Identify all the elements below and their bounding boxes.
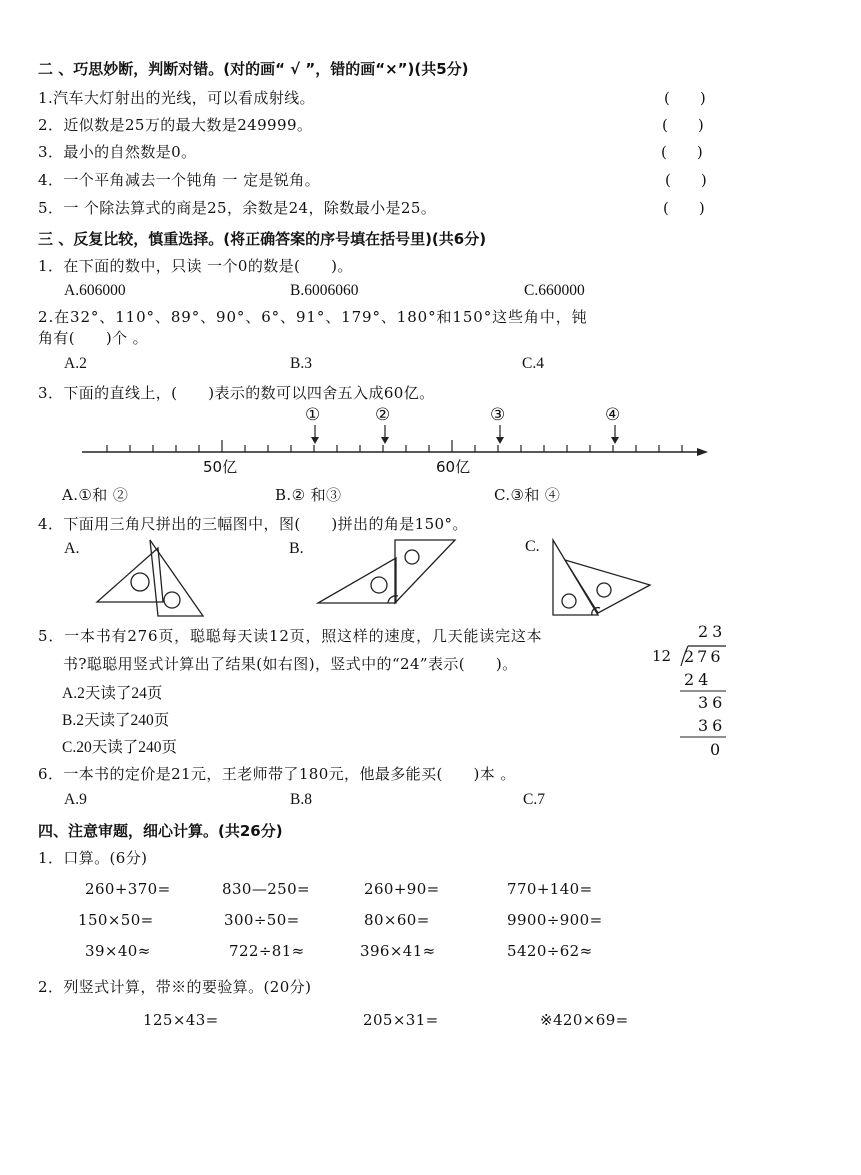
q6-option-b[interactable]: B.8 <box>290 791 312 808</box>
division-divisor: 12 <box>652 647 672 665</box>
marker-1 <box>311 425 319 444</box>
q1-option-a[interactable]: A.606000 <box>64 282 126 299</box>
division-step3: 36 <box>698 716 727 735</box>
oral-1-1[interactable]: 260+370= <box>85 880 171 898</box>
axis-arrowhead <box>697 448 708 456</box>
q3-option-b[interactable]: B.② 和③ <box>275 486 342 504</box>
q2-option-b[interactable]: B.3 <box>290 355 312 372</box>
section3-title: 三 、反复比较，慎重选择。(将正确答案的序号填在括号里)(共6分) <box>38 230 487 248</box>
section4-title: 四、注意审题，细心计算。(共26分) <box>38 822 283 840</box>
figure-c-triangles <box>553 540 650 615</box>
q5-option-b[interactable]: B.2天读了240页 <box>62 712 170 729</box>
q3-option-a[interactable]: A.①和 ② <box>62 486 129 504</box>
marker-2 <box>381 425 389 444</box>
axis-label-60: 60亿 <box>436 458 471 476</box>
oral-3-3[interactable]: 396×41≈ <box>360 942 436 960</box>
answer-paren-3[interactable]: ( ) <box>661 143 703 161</box>
q2-line2: 角有( )个 。 <box>38 329 149 347</box>
q2-option-c[interactable]: C.4 <box>522 355 544 372</box>
figure-a-triangles <box>97 540 203 616</box>
judge-item-2: 2．近似数是25万的最大数是249999。 <box>38 116 313 134</box>
oral-2-2[interactable]: 300÷50= <box>224 911 300 929</box>
oral-2-3[interactable]: 80×60= <box>364 911 430 929</box>
division-step2: 36 <box>698 693 727 712</box>
oral-1-4[interactable]: 770+140= <box>507 880 593 898</box>
q5-option-c[interactable]: C.20天读了240页 <box>62 739 177 756</box>
vertical-1[interactable]: 125×43= <box>143 1011 219 1029</box>
vertical-3[interactable]: ※420×69= <box>540 1011 629 1029</box>
q6-option-c[interactable]: C.7 <box>523 791 545 808</box>
q5-line2: 书?聪聪用竖式计算出了结果(如右图)，竖式中的“24”表示( )。 <box>63 655 518 673</box>
q6-text: 6．一本书的定价是21元，王老师带了180元，他最多能买( )本 。 <box>38 765 516 783</box>
judge-item-5: 5．一 个除法算式的商是25，余数是24，除数最小是25。 <box>38 199 437 217</box>
answer-paren-5[interactable]: ( ) <box>663 199 705 217</box>
oral-3-1[interactable]: 39×40≈ <box>85 942 151 960</box>
judge-item-1: 1.汽车大灯射出的光线，可以看成射线。 <box>38 89 315 107</box>
figure-b-triangles <box>318 540 455 603</box>
marker-2-label: ② <box>375 405 391 425</box>
q5-line1: 5．一本书有276页，聪聪每天读12页，照这样的速度，几天能读完这本 <box>38 627 543 645</box>
q3-text: 3．下面的直线上，( )表示的数可以四舍五入成60亿。 <box>38 384 435 402</box>
marker-3 <box>496 425 504 444</box>
oral-1-2[interactable]: 830—250= <box>222 880 311 898</box>
vertical-2[interactable]: 205×31= <box>363 1011 439 1029</box>
division-step1: 24 <box>684 670 713 689</box>
q3-option-c[interactable]: C.③和 ④ <box>494 486 561 504</box>
q1-option-b[interactable]: B.6006060 <box>290 282 359 299</box>
oral-2-1[interactable]: 150×50= <box>78 911 154 929</box>
q4-text: 4．下面用三角尺拼出的三幅图中，图( )拼出的角是150°。 <box>38 515 468 533</box>
vertical-calc-title: 2．列竖式计算，带※的要验算。(20分) <box>38 978 312 996</box>
marker-4 <box>611 425 619 444</box>
q1-text: 1．在下面的数中，只读 一个0的数是( )。 <box>38 257 353 275</box>
figure-a-label[interactable]: A. <box>64 540 80 557</box>
section2-title: 二 、巧思妙断，判断对错。(对的画“ √ ”，错的画“×”)(共5分) <box>38 60 469 78</box>
division-dividend: 276 <box>684 647 724 666</box>
q6-option-a[interactable]: A.9 <box>64 791 87 808</box>
oral-2-4[interactable]: 9900÷900= <box>507 911 603 929</box>
judge-item-3: 3．最小的自然数是0。 <box>38 143 197 161</box>
marker-3-label: ③ <box>490 405 506 425</box>
division-remainder: 0 <box>710 740 721 759</box>
oral-3-2[interactable]: 722÷81≈ <box>229 942 305 960</box>
figure-c-label[interactable]: C. <box>525 538 540 555</box>
q1-option-c[interactable]: C.660000 <box>524 282 585 299</box>
judge-item-4: 4．一个平角减去一个钝角 一 定是锐角。 <box>38 171 321 189</box>
q5-option-a[interactable]: A.2天读了24页 <box>62 685 163 702</box>
marker-4-label: ④ <box>605 405 621 425</box>
figure-b-label[interactable]: B. <box>289 540 304 557</box>
answer-paren-4[interactable]: ( ) <box>665 171 707 189</box>
axis-label-50: 50亿 <box>203 458 238 476</box>
q2-line1: 2.在32°、110°、89°、90°、6°、91°、179°、180°和150°这些角中，钝 <box>38 308 588 326</box>
division-quotient: 23 <box>698 622 727 641</box>
q2-option-a[interactable]: A.2 <box>64 355 87 372</box>
answer-paren-1[interactable]: ( ) <box>664 89 706 107</box>
answer-paren-2[interactable]: ( ) <box>662 116 704 134</box>
marker-1-label: ① <box>305 405 321 425</box>
number-line-ticks <box>107 440 682 452</box>
oral-calc-title: 1．口算。(6分) <box>38 849 148 867</box>
oral-1-3[interactable]: 260+90= <box>364 880 440 898</box>
oral-3-4[interactable]: 5420÷62≈ <box>507 942 593 960</box>
